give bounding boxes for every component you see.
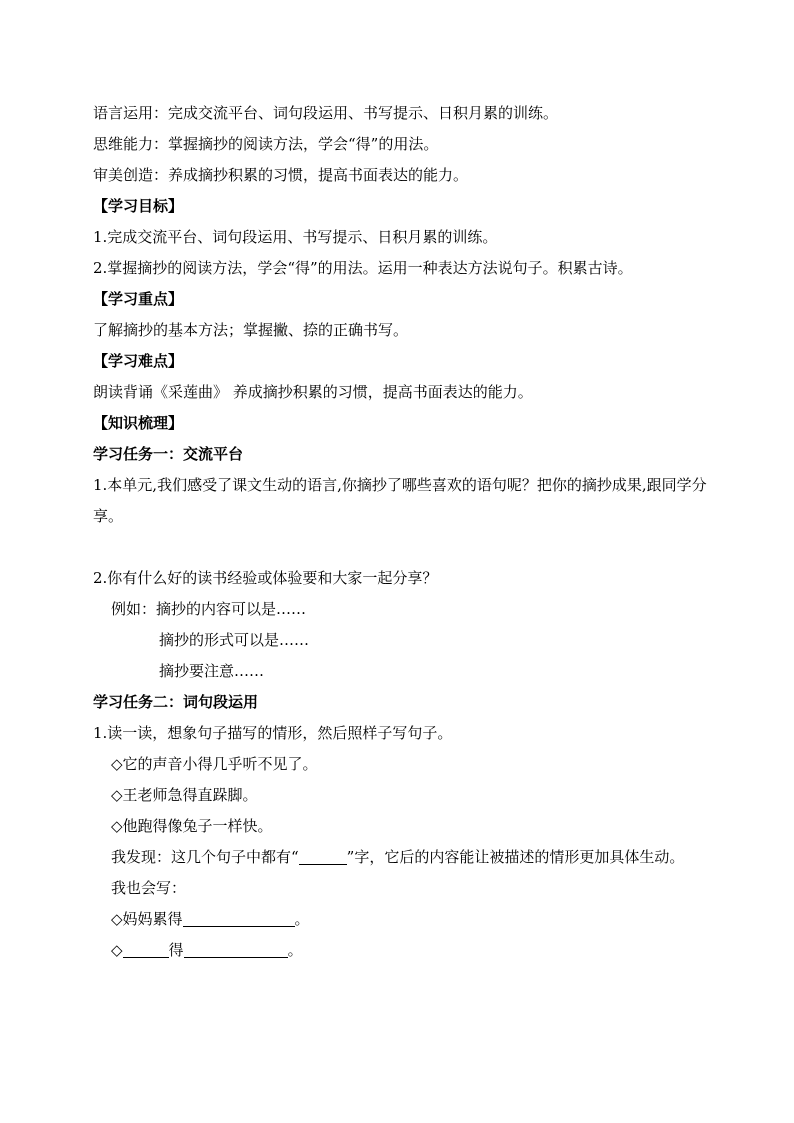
- heading-learning-goals: 【学习目标】: [93, 197, 184, 215]
- literacy-language: 语言运用：完成交流平台、词句段运用、书写提示、日积月累的训练。: [93, 104, 559, 122]
- fill-blank[interactable]: [184, 941, 288, 958]
- fill-blank[interactable]: [299, 848, 347, 865]
- task-2-title: 学习任务二：词句段运用: [93, 693, 259, 711]
- task-2-question-1: 1.读一读，想象句子描写的情形，然后照样子写句子。: [93, 724, 453, 742]
- task-1-title: 学习任务一：交流平台: [93, 445, 244, 463]
- discovery-text-end: ”字，它后的内容能让被描述的情形更加具体生动。: [346, 848, 685, 866]
- task-1-question-2: 2.你有什么好的读书经验或体验要和大家一起分享？: [93, 569, 438, 587]
- fill-blank[interactable]: [123, 941, 169, 958]
- write-1-suffix: 。: [294, 910, 310, 928]
- difficulties-text: 朗读背诵《采莲曲》 养成摘抄积累的习惯，提高书面表达的能力。: [93, 383, 533, 401]
- write-2-suffix: 。: [287, 941, 303, 959]
- i-can-write: 我也会写：: [111, 879, 187, 897]
- discovery-line: [93, 842, 708, 873]
- write-2-mid: 得: [168, 941, 184, 959]
- heading-knowledge: 【知识梳理】: [93, 414, 184, 432]
- write-1-prefix: ◇妈妈累得: [111, 910, 183, 928]
- example-3: 摘抄要注意……: [159, 662, 265, 680]
- literacy-thinking: 思维能力：掌握摘抄的阅读方法，学会“得”的用法。: [93, 135, 439, 153]
- heading-difficulties: 【学习难点】: [93, 352, 184, 370]
- write-line-2: [93, 935, 708, 966]
- literacy-aesthetic: 审美创造：养成摘抄积累的习惯，提高书面表达的能力。: [93, 166, 469, 184]
- goal-2: 2.掌握摘抄的阅读方法，学会“得”的用法。运用一种表达方法说句子。积累古诗。: [93, 259, 633, 277]
- sample-sentence-3: ◇他跑得像兔子一样快。: [111, 817, 273, 835]
- discovery-text-start: 我发现：这几个句子中都有“: [111, 848, 299, 866]
- write-line-1: [93, 904, 708, 935]
- answer-space: [93, 532, 708, 563]
- sample-sentence-1: ◇它的声音小得几乎听不见了。: [111, 755, 318, 773]
- heading-key-points: 【学习重点】: [93, 290, 184, 308]
- key-points-text: 了解摘抄的基本方法；掌握撇、捺的正确书写。: [93, 321, 409, 339]
- goal-1: 1.完成交流平台、词句段运用、书写提示、日积月累的训练。: [93, 228, 498, 246]
- fill-blank[interactable]: [183, 910, 295, 927]
- write-2-prefix: ◇: [111, 941, 123, 959]
- sample-sentence-2: ◇王老师急得直跺脚。: [111, 786, 258, 804]
- task-1-question-1: 1.本单元,我们感受了课文生动的语言,你摘抄了哪些喜欢的语句呢？把你的摘抄成果,跟同学分享。: [93, 476, 707, 525]
- example-2: 摘抄的形式可以是……: [159, 631, 310, 649]
- document-page: [93, 98, 708, 966]
- example-1: 例如：摘抄的内容可以是……: [111, 600, 307, 618]
